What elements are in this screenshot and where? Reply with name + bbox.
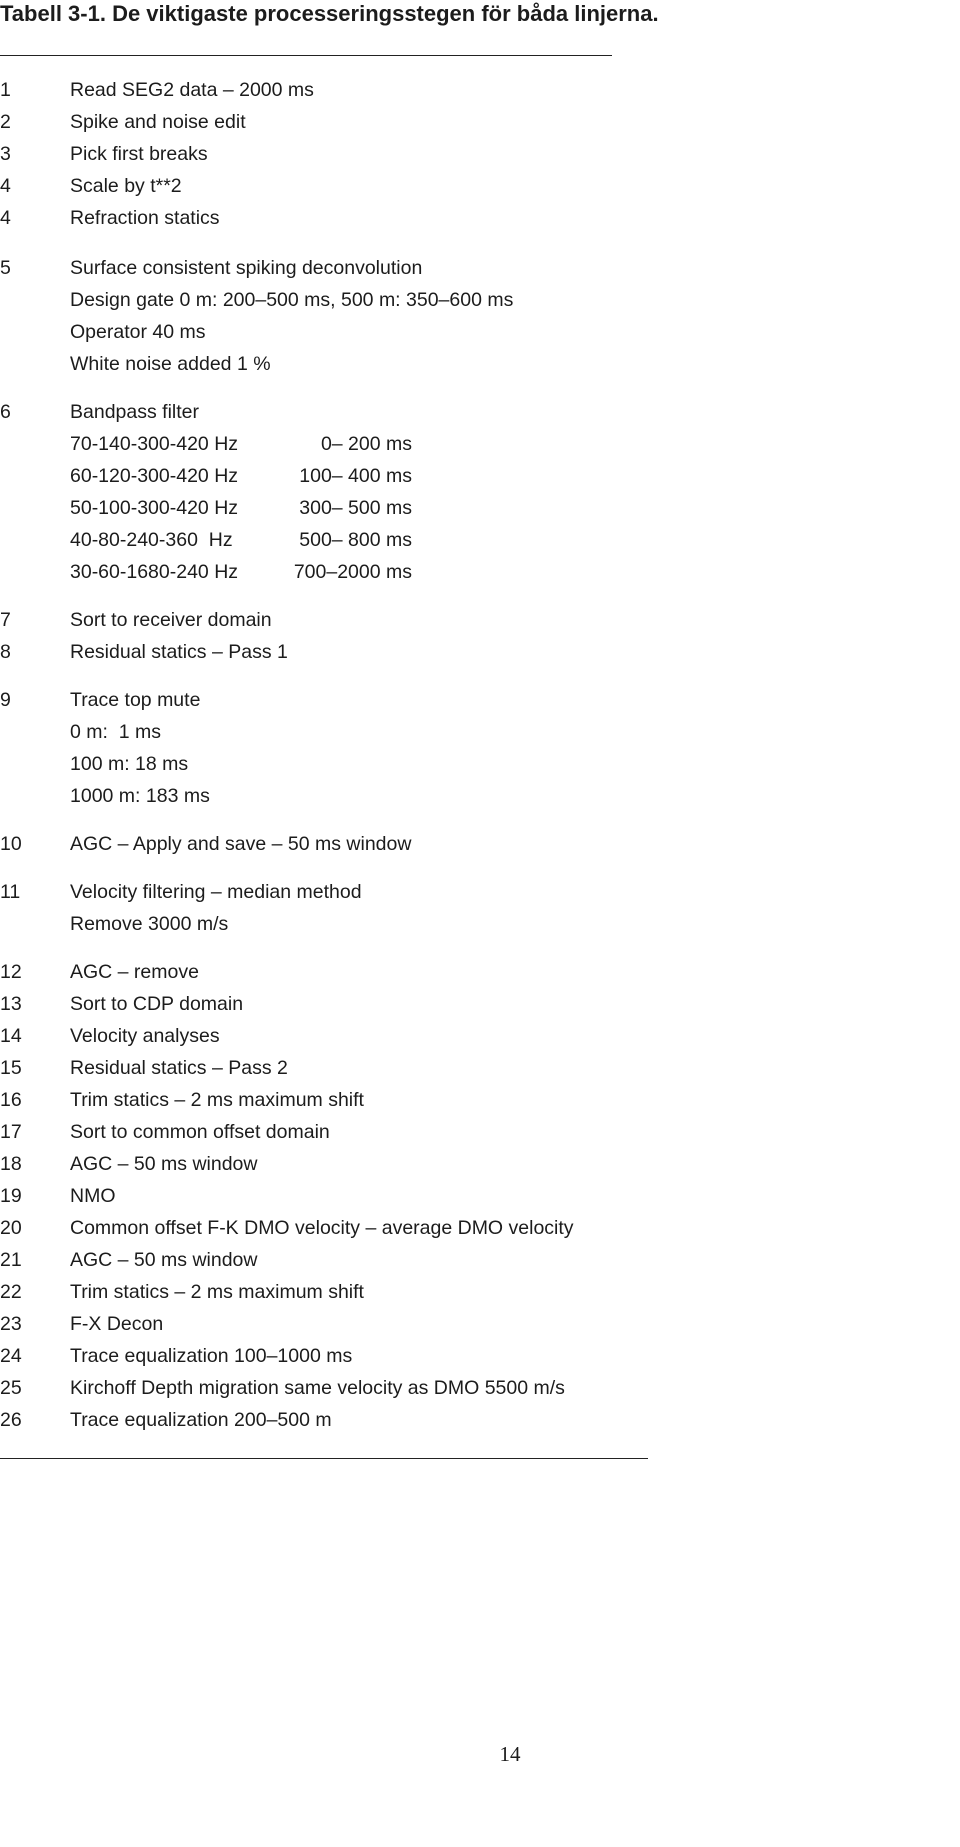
- step-number: 18: [0, 1153, 22, 1175]
- step-number: 25: [0, 1377, 22, 1399]
- bandpass-frequencies: 30-60-1680-240 Hz: [70, 561, 239, 583]
- bandpass-frequencies: 50-100-300-420 Hz: [70, 497, 239, 519]
- step-number: 19: [0, 1185, 22, 1207]
- step-text: F-X Decon: [70, 1313, 164, 1335]
- step-text: 0 m: 1 ms: [70, 721, 162, 743]
- bottom-rule: [0, 1458, 648, 1459]
- step-text: Design gate 0 m: 200–500 ms, 500 m: 350–600 ms: [70, 289, 514, 311]
- step-text: Trim statics – 2 ms maximum shift: [70, 1089, 364, 1111]
- step-number: 8: [0, 641, 11, 663]
- step-text: Sort to receiver domain: [70, 609, 272, 631]
- bandpass-frequencies: 40-80-240-360 Hz: [70, 529, 233, 551]
- step-number: 17: [0, 1121, 22, 1143]
- step-text: Trace equalization 200–500 m: [70, 1409, 332, 1431]
- bandpass-time-window: 700–2000 ms: [293, 561, 412, 583]
- step-text: Residual statics – Pass 2: [70, 1057, 288, 1079]
- step-text: AGC – 50 ms window: [70, 1249, 258, 1271]
- step-number: 10: [0, 833, 22, 855]
- step-text: AGC – remove: [70, 961, 199, 983]
- table-title: Tabell 3-1. De viktigaste processeringsstegen för båda linjerna.: [0, 1, 659, 26]
- step-number: 15: [0, 1057, 22, 1079]
- step-text: Scale by t**2: [70, 175, 182, 197]
- step-text: Read SEG2 data – 2000 ms: [70, 79, 314, 101]
- step-number: 7: [0, 609, 11, 631]
- step-number: 12: [0, 961, 22, 983]
- step-text: Kirchoff Depth migration same velocity as DMO 5500 m/s: [70, 1377, 565, 1399]
- step-number: 5: [0, 257, 11, 279]
- bandpass-frequencies: 70-140-300-420 Hz: [70, 433, 239, 455]
- step-text: Surface consistent spiking deconvolution: [70, 257, 423, 279]
- step-number: 9: [0, 689, 11, 711]
- step-text: Trim statics – 2 ms maximum shift: [70, 1281, 364, 1303]
- step-text: Trace top mute: [70, 689, 201, 711]
- step-number: 21: [0, 1249, 22, 1271]
- step-number: 20: [0, 1217, 22, 1239]
- step-text: NMO: [70, 1185, 116, 1207]
- step-number: 14: [0, 1025, 22, 1047]
- page-number: 14: [499, 1742, 521, 1766]
- step-text: White noise added 1 %: [70, 353, 271, 375]
- step-number: 16: [0, 1089, 22, 1111]
- step-text: Spike and noise edit: [70, 111, 246, 133]
- step-text: Operator 40 ms: [70, 321, 206, 343]
- step-number: 4: [0, 207, 11, 229]
- step-number: 13: [0, 993, 22, 1015]
- step-text: Trace equalization 100–1000 ms: [70, 1345, 353, 1367]
- step-number: 11: [0, 881, 21, 903]
- bandpass-time-window: 500– 800 ms: [299, 529, 412, 551]
- step-text: Velocity filtering – median method: [70, 881, 362, 903]
- bandpass-frequencies: 60-120-300-420 Hz: [70, 465, 239, 487]
- step-text: Common offset F-K DMO velocity – average DMO velocity: [70, 1217, 574, 1239]
- step-text: AGC – Apply and save – 50 ms window: [70, 833, 412, 855]
- step-text: Remove 3000 m/s: [70, 913, 229, 935]
- bandpass-time-window: 0– 200 ms: [320, 433, 412, 455]
- bandpass-time-window: 300– 500 ms: [299, 497, 412, 519]
- step-number: 2: [0, 111, 11, 133]
- step-text: 1000 m: 183 ms: [70, 785, 210, 807]
- step-number: 6: [0, 401, 11, 423]
- step-text: Sort to common offset domain: [70, 1121, 330, 1143]
- step-text: Refraction statics: [70, 207, 220, 229]
- step-text: Velocity analyses: [70, 1025, 220, 1047]
- step-number: 23: [0, 1313, 22, 1335]
- step-number: 3: [0, 143, 11, 165]
- step-number: 1: [0, 79, 11, 101]
- bandpass-time-window: 100– 400 ms: [299, 465, 412, 487]
- step-text: Bandpass filter: [70, 401, 199, 423]
- step-text: Residual statics – Pass 1: [70, 641, 288, 663]
- step-text: Pick first breaks: [70, 143, 208, 165]
- step-text: AGC – 50 ms window: [70, 1153, 258, 1175]
- step-number: 24: [0, 1345, 22, 1367]
- step-number: 4: [0, 175, 11, 197]
- step-number: 22: [0, 1281, 22, 1303]
- step-number: 26: [0, 1409, 22, 1431]
- top-rule: [0, 55, 612, 56]
- step-text: 100 m: 18 ms: [70, 753, 189, 775]
- step-text: Sort to CDP domain: [70, 993, 244, 1015]
